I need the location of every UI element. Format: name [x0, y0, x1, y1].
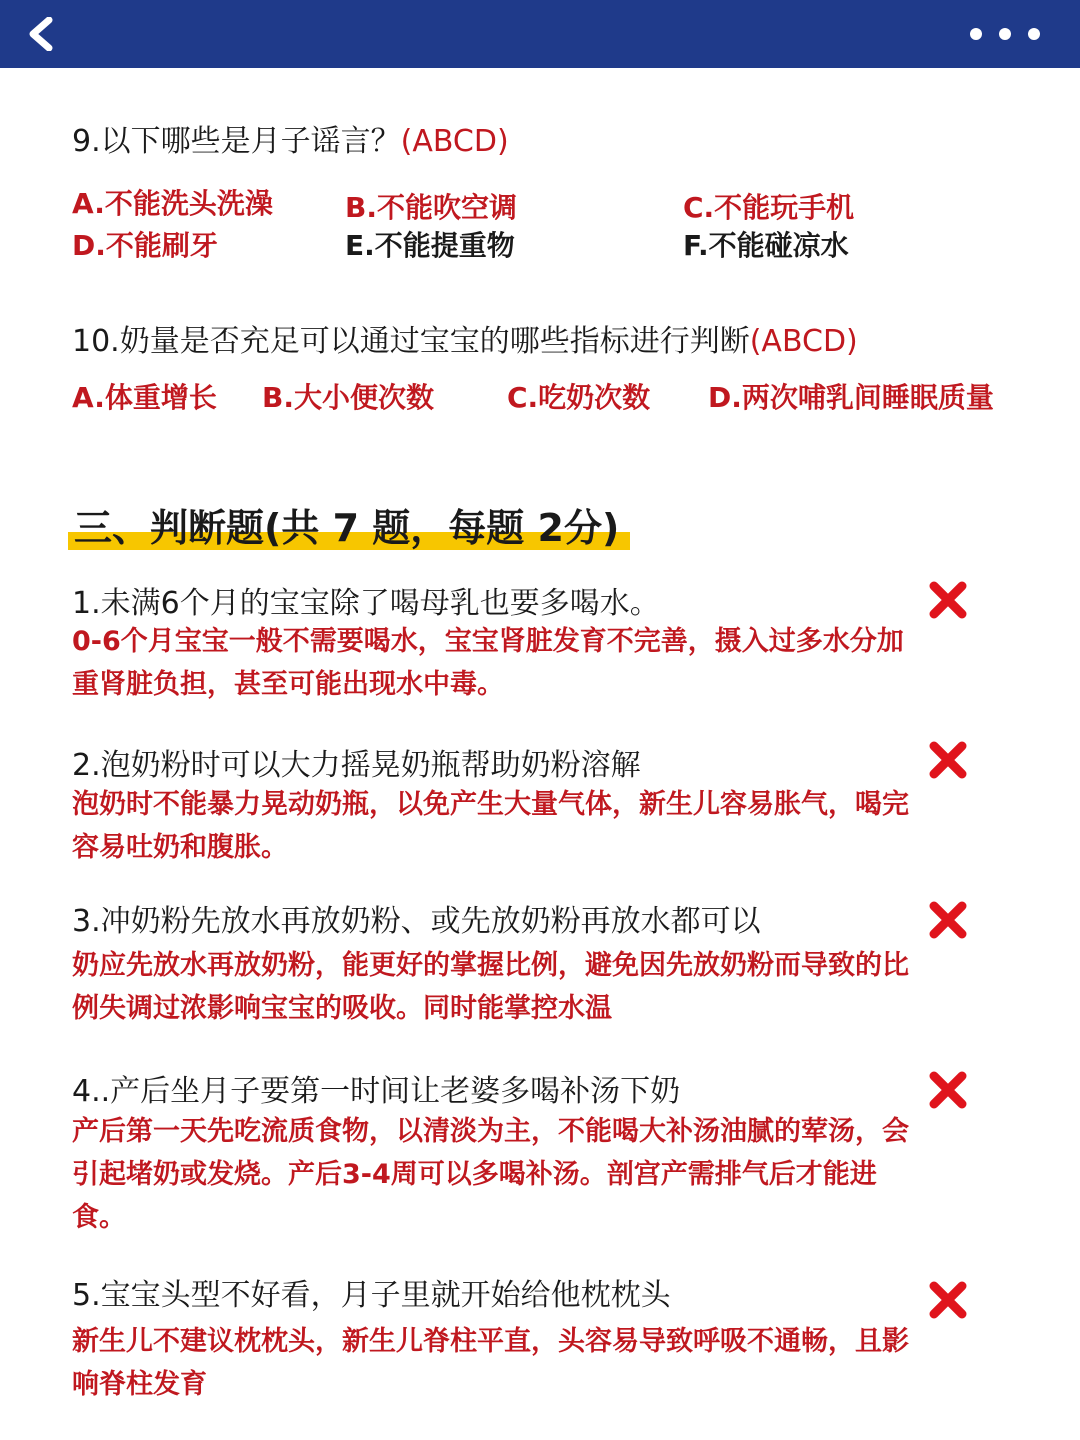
q9-option-e: E.不能提重物 — [345, 229, 515, 262]
wrong-mark-icon — [928, 1280, 968, 1320]
q9-option-b: B.不能吹空调 — [345, 191, 517, 224]
q10-option-a: A.体重增长 — [72, 381, 217, 414]
q9-option-a: A.不能洗头洗澡 — [72, 187, 273, 220]
tf-question-3: 3.冲奶粉先放水再放奶粉、或先放奶粉再放水都可以 — [72, 904, 761, 939]
q10-option-b: B.大小便次数 — [262, 381, 434, 414]
q10-option-d: D.两次哺乳间睡眠质量 — [708, 381, 994, 414]
q10-option-c: C.吃奶次数 — [507, 381, 651, 414]
wrong-mark-icon — [928, 1070, 968, 1110]
section-title: 三、判断题(共 7 题，每题 2分) — [74, 506, 620, 550]
section-heading — [68, 500, 619, 560]
tf-question-2: 2.泡奶粉时可以大力摇晃奶瓶帮助奶粉溶解 — [72, 748, 641, 783]
more-options-button[interactable] — [970, 16, 1040, 52]
tf-question-1: 1.未满6个月的宝宝除了喝母乳也要多喝水。 — [72, 586, 660, 621]
tf-explanation-5: 新生儿不建议枕枕头，新生儿脊柱平直，头容易导致呼吸不通畅，且影响脊柱发育 — [72, 1326, 909, 1400]
more-dots-icon — [1028, 28, 1040, 40]
tf-explanation-1: 0-6个月宝宝一般不需要喝水，宝宝肾脏发育不完善，摄入过多水分加重肾脏负担，甚至可能出现水中毒。 — [72, 626, 904, 700]
q9-option-c: C.不能玩手机 — [683, 191, 855, 224]
chevron-left-icon — [25, 17, 55, 51]
q9-option-f: F.不能碰凉水 — [683, 229, 849, 262]
wrong-mark-icon — [928, 740, 968, 780]
tf-explanation-3: 奶应先放水再放奶粉，能更好的掌握比例，避免因先放奶粉而导致的比例失调过浓影响宝宝的吸收。同时能掌控水温 — [72, 950, 909, 1024]
wrong-mark-icon — [928, 580, 968, 620]
question-9-answer: (ABCD) — [400, 124, 509, 159]
question-10-text: 10.奶量是否充足可以通过宝宝的哪些指标进行判断 — [72, 324, 750, 359]
question-9-text: 9.以下哪些是月子谣言？ — [72, 124, 401, 159]
q9-option-d: D.不能刷牙 — [72, 229, 218, 262]
top-nav-bar — [0, 0, 1080, 68]
more-dots-icon — [999, 28, 1011, 40]
tf-question-5: 5.宝宝头型不好看，月子里就开始给他枕枕头 — [72, 1278, 671, 1313]
wrong-mark-icon — [928, 900, 968, 940]
question-9-title — [72, 116, 509, 160]
more-dots-icon — [970, 28, 982, 40]
question-10-answer: (ABCD) — [749, 324, 858, 359]
tf-explanation-4: 产后第一天先吃流质食物，以清淡为主，不能喝大补汤油腻的荤汤，会引起堵奶或发烧。产后3-4周可以多喝补汤。剖宫产需排气后才能进食。 — [72, 1116, 909, 1233]
back-button[interactable] — [18, 10, 62, 58]
tf-explanation-2: 泡奶时不能暴力晃动奶瓶，以免产生大量气体，新生儿容易胀气，喝完容易吐奶和腹胀。 — [72, 789, 909, 863]
question-10-title — [72, 316, 858, 360]
tf-question-4: 4..产后坐月子要第一时间让老婆多喝补汤下奶 — [72, 1074, 681, 1109]
